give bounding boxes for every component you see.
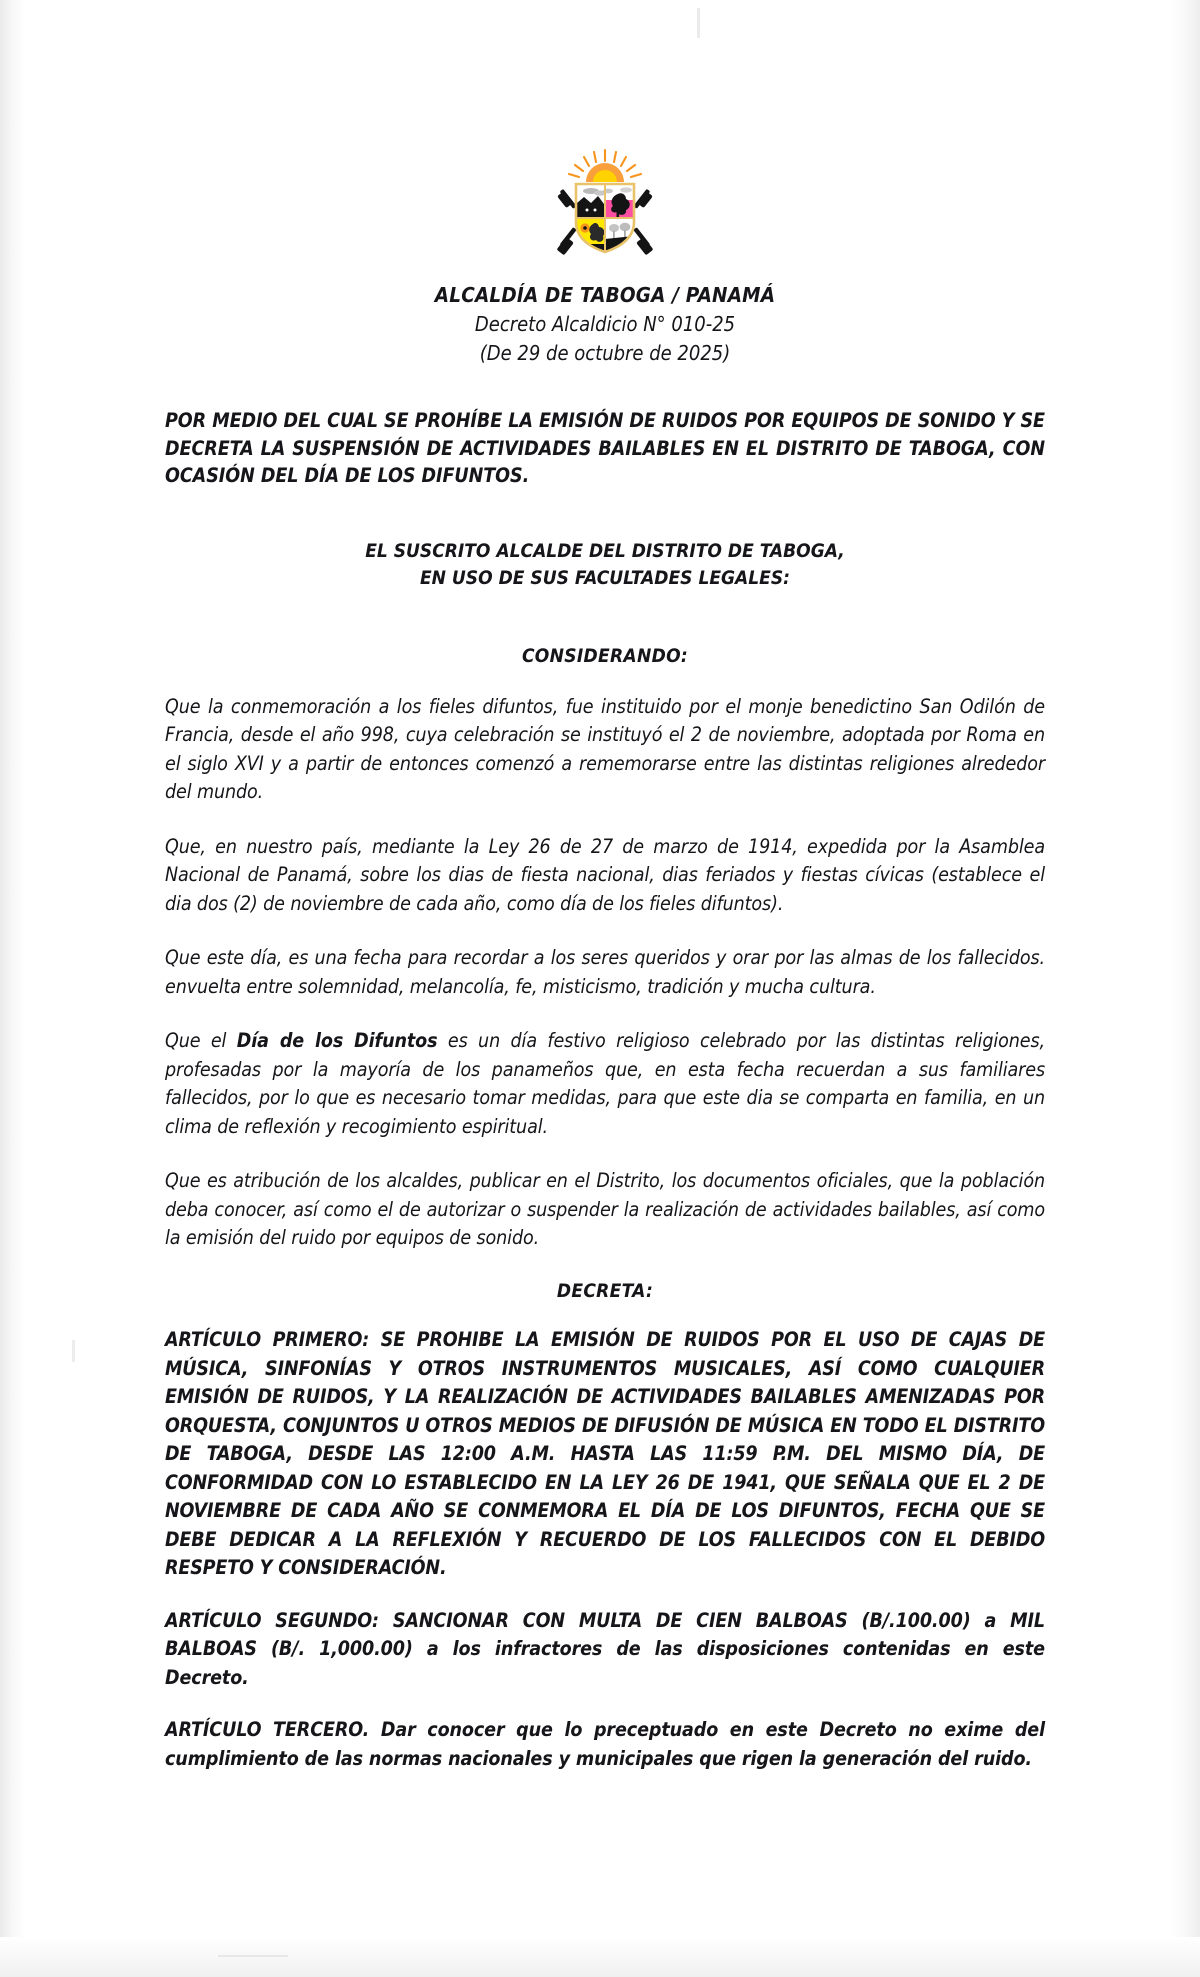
organization-title: ALCALDÍA DE TABOGA / PANAMÁ [434, 283, 776, 307]
difuntos-suffix: es un día festivo religioso celebrado por las distintas religiones, profesadas por la mayoría de los panameños que, en esta fecha recuerdan a sus familiares fallecidos, por lo que es necesario tomar medidas, para que este dia se comparta en familia, en un clima de reflexión y recogimiento espiritual. [165, 1029, 1045, 1138]
document-content [165, 0, 1045, 1793]
crest-container [165, 0, 1045, 268]
decree-date: (De 29 de octubre de 2025) [479, 341, 731, 366]
articulo-segundo: ARTÍCULO SEGUNDO: SANCIONAR CON MULTA DE CIEN BALBOAS (B/.100.00) a MIL BALBOAS (B/. 1,000.00) a los infractores de las disposiciones contenidas en este Decreto. [165, 1608, 1045, 1689]
difuntos-prefix: Que el [165, 1029, 237, 1053]
articulo-primero: ARTÍCULO PRIMERO: SE PROHIBE LA EMISIÓN DE RUIDOS POR EL USO DE CAJAS DE MÚSICA, SINFONÍAS Y OTROS INSTRUMENTOS MUSICALES, ASÍ COMO CUALQUIER EMISIÓN DE RUIDOS, Y LA REALIZACIÓN DE ACTIVIDADES BAILABLES AMENIZADAS POR ORQUESTA, CONJUNTOS U OTROS MEDIOS DE DIFUSIÓN DE MÚSICA EN TODO EL DISTRITO DE TABOGA, DESDE LAS 12:00 A.M. HASTA LAS 11:59 P.M. DEL MISMO DÍA, DE CONFORMIDAD CON LO ESTABLECIDO EN LA LEY 26 DE 1941, QUE SEÑALA QUE EL 2 DE NOVIEMBRE DE CADA AÑO SE CONMEMORA EL DÍA DE LOS DIFUNTOS, FECHA QUE SE DEBE DEDICAR A LA REFLEXIÓN Y RECUERDO DE LOS FALLECIDOS CON EL DEBIDO RESPETO Y CONSIDERACIÓN. [165, 1328, 1045, 1580]
scan-speck [218, 1955, 288, 1957]
considerando-paragraph-atribucion: Que es atribución de los alcaldes, publicar en el Distrito, los documentos oficiales, que la población deba conocer, así como el de autorizar o suspender la realización de actividades bailables, así como la emisión del ruido por equipos de sonido. [165, 1169, 1045, 1250]
considerando-heading: CONSIDERANDO: [521, 644, 689, 667]
considerando-paragraph-2: Que, en nuestro país, mediante la Ley 26 de 27 de marzo de 1914, expedida por la Asamblea Nacional de Panamá, sobre los dias de fiesta nacional, dias feriados y fiestas cívicas (establece el dia dos (2) de noviembre de cada año, como día de los fieles difuntos). [165, 834, 1045, 915]
taboga-coat-of-arms-icon [546, 148, 664, 268]
scan-edge-bottom [0, 1937, 1200, 1977]
scan-speck [72, 1340, 75, 1362]
invocation-line-2: EN USO DE SUS FACULTADES LEGALES: [419, 567, 790, 590]
considerando-paragraph-1: Que la conmemoración a los fieles difuntos, fue instituido por el monje benedictino San Odilón de Francia, desde el año 998, cuya celebración se instituyó el 2 de noviembre, adoptada por Roma en el siglo XVI y a partir de entonces comenzó a rememorarse entre las distintas religiones alrededor del mundo. [165, 694, 1045, 804]
decreta-heading: DECRETA: [556, 1280, 654, 1303]
considerando-paragraph-difuntos [165, 1027, 1045, 1141]
articulo-tercero: ARTÍCULO TERCERO. Dar conocer que lo preceptuado en este Decreto no exime del cumplimiento de las normas nacionales y municipales que rigen la generación del ruido. [165, 1718, 1045, 1770]
scan-edge-right [1170, 0, 1200, 1977]
scan-edge-left [0, 0, 26, 1977]
invocation-block [165, 538, 1045, 593]
considerando-paragraph-3: Que este día, es una fecha para recordar a los seres queridos y orar por las almas de los fallecidos. envuelta entre solemnidad, melancolía, fe, misticismo, tradición y mucha cultura. [165, 946, 1045, 998]
invocation-line-1: EL SUSCRITO ALCALDE DEL DISTRITO DE TABOGA, [365, 539, 845, 562]
decree-number: Decreto Alcaldicio N° 010-25 [474, 312, 736, 337]
document-header [165, 282, 1045, 367]
difuntos-emphasis: Día de los Difuntos [236, 1029, 438, 1053]
decree-subject: POR MEDIO DEL CUAL SE PROHÍBE LA EMISIÓN DE RUIDOS POR EQUIPOS DE SONIDO Y SE DECRETA LA SUSPENSIÓN DE ACTIVIDADES BAILABLES EN EL DISTRITO DE TABOGA, CON OCASIÓN DEL DÍA DE LOS DIFUNTOS. [165, 408, 1045, 488]
